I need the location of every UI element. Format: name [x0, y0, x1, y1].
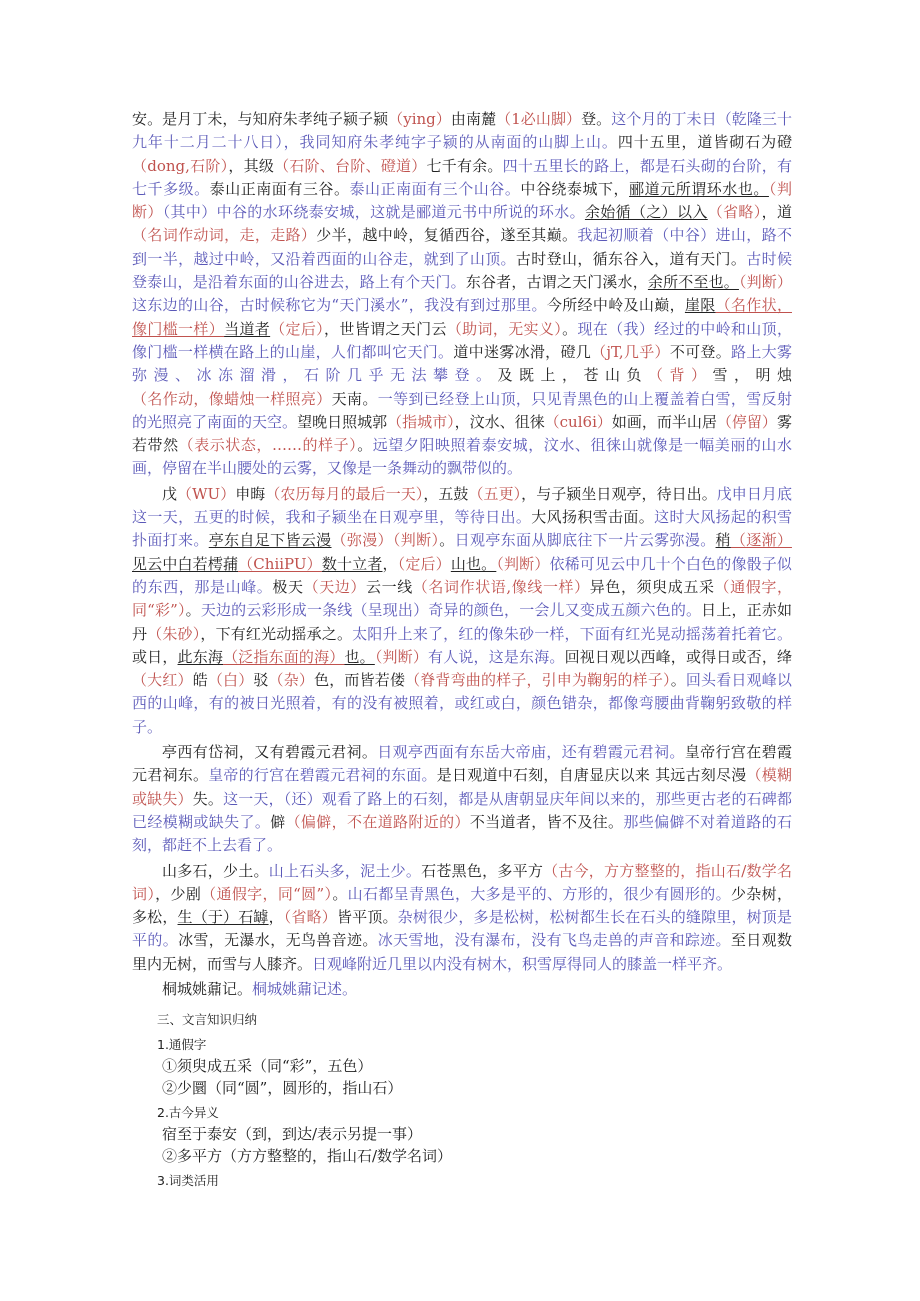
translation-text: 日观亭东面从脚底往下一片云雾弥漫。 — [454, 531, 716, 550]
translation-text: 这时大风扬起的积雪扑面打来。 — [132, 508, 792, 550]
source-text: 皆平顶。 — [336, 908, 398, 927]
source-text: 及既上，苍山负 — [497, 366, 648, 385]
annotation-text: （省略） — [283, 908, 337, 927]
source-text: 皇帝行宫在碧霞元君祠东。 — [132, 743, 792, 785]
source-text: 郦道元所谓环水也。 — [629, 179, 769, 198]
annotation-text: （泛指东面的海） — [223, 647, 345, 666]
translation-text: 那些偏僻不对着道路的石刻，都赶不上去看了。 — [132, 812, 792, 855]
translation-text: 日观峰附近几里以内没有树木，积雪厚得同人的膝盖一样平齐。 — [312, 954, 733, 973]
source-text: 申晦 — [235, 484, 266, 503]
annotation-text: （jT,几乎） — [591, 342, 670, 361]
source-text: 不可登。 — [669, 342, 732, 361]
source-text: 少杂树，多松， — [132, 884, 792, 927]
source-text: ，五鼓 — [423, 484, 469, 503]
source-text: 如画，而半山居 — [611, 412, 717, 431]
annotation-text: （名作状，像门槛一样） — [132, 296, 792, 338]
annotation-text: （杂） — [268, 671, 315, 690]
translation-text: 一等到已经登上山顶，只见青黑色的山上覆盖着白雪，雪反射的光照亮了南面的天空。 — [132, 389, 792, 431]
translation-text: 杂树很少，多是松树，松树都生长在石头的缝隙里，树顶是平的。 — [132, 908, 792, 950]
source-text: 雪，明烛 — [712, 366, 792, 385]
annotation-text: （判断） — [132, 179, 792, 222]
source-text: 日上，正赤如丹 — [132, 601, 792, 643]
source-text: 桐城姚鼐记。 — [162, 979, 253, 998]
annotation-text: （通假字，同“彩”） — [132, 577, 792, 620]
source-text: 戊 — [162, 484, 178, 503]
translation-text: 皇帝的行宫在碧霞元君祠的东面。 — [208, 766, 437, 785]
source-text: 安。是月丁未，与知府朱孝纯子颍子颍 — [132, 110, 389, 128]
source-text: 稍 — [715, 531, 731, 550]
annotation-text: （逐渐） — [730, 531, 792, 550]
translation-text: 这一天，（还）观看了路上的石刻，都是从唐朝显庆年间以来的，那些更古老的石碑都已经模糊或缺失了。 — [132, 789, 792, 831]
document-page — [132, 108, 792, 1191]
translation-text: 冰天雪地，没有瀑布，没有飞鸟走兽的声音和踪迹。 — [377, 931, 731, 950]
annotation-text: （石阶、台阶、磴道） — [274, 156, 427, 175]
source-text: 极天 — [272, 577, 304, 596]
source-text: 不当道者，皆不及往。 — [469, 812, 624, 831]
annotation-text: （判断） — [496, 554, 550, 573]
annotation-text: （农历每月的最后一天） — [265, 484, 424, 503]
translation-text: 回头看日观峰以西的山峰，有的被日光照着，有的没有被照着，或红或白，颜色错杂，都像弯腰曲背鞠躬致敬的样子。 — [132, 671, 792, 736]
annotation-text: （朱砂） — [147, 624, 201, 643]
translation-text: 天边的云彩形成一条线（呈现出）奇异的颜色，一会儿又变成五颜六色的。 — [200, 601, 702, 620]
annotation-text: （名作动，像蜡烛一样照亮） — [132, 389, 332, 408]
annotation-text: （ying） — [388, 110, 451, 128]
source-text: 山多石，少土。 — [162, 861, 269, 880]
list-item: 宿至于泰安（到，到达/表示另提一事） — [162, 1124, 423, 1143]
source-text: ，下有红光动摇承之。 — [200, 624, 353, 643]
translation-text: 山上石头多，泥土少。 — [268, 861, 422, 880]
source-text: ，与子颍坐日观亭，待日出。 — [521, 484, 717, 503]
section-title: 三、文言知识归纳 — [157, 1011, 258, 1027]
source-text: 崖限 — [684, 296, 716, 315]
annotation-text: （五更） — [468, 484, 522, 503]
translation-text: 远望夕阳映照着泰安城，汶水、徂徕山就像是一幅美丽的山水画，停留在半山腰处的云雾，又像是一条舞动的飘带似的。 — [132, 436, 792, 478]
source-text: 雾若带然 — [132, 412, 792, 455]
source-text: 登。 — [581, 110, 612, 128]
annotation-text: （大红） — [132, 671, 193, 690]
source-text: 大风扬积雪击面。 — [531, 508, 655, 527]
translation-text: 戊申日月底这一天，五更的时候，我和子颍坐在日观亭里，等待日出。 — [132, 484, 792, 527]
source-text: ， — [382, 554, 398, 573]
annotation-text: （省略） — [707, 203, 762, 222]
annotation-text: （dong,石阶） — [132, 156, 229, 175]
annotation-text: （判断） — [374, 647, 429, 666]
annotation-text: （名词作状语,像线一样） — [412, 577, 590, 596]
translation-text: 日观亭西面有东岳大帝庙，还有碧霞元君祠。 — [377, 743, 685, 762]
source-text: 。 — [332, 884, 348, 903]
annotation-text: （1必山脚） — [496, 110, 582, 128]
source-text: 生（于）石罅 — [177, 908, 269, 927]
annotation-text: （定后） — [270, 319, 325, 338]
translation-text: 依稀可见云中几十个白色的像骰子似的东西，那是山峰。 — [132, 554, 792, 596]
translation-text: 路上大雾弥漫、冰冻溜滑，石阶几乎无法攀登。 — [132, 342, 792, 385]
paragraph-2 — [132, 483, 792, 739]
translation-text: 泰山正南面有三个山谷。 — [349, 179, 521, 198]
paragraph-4 — [132, 860, 792, 976]
source-text: ，道 — [761, 203, 792, 222]
signature-line — [162, 978, 792, 1001]
source-text: 当道者 — [224, 319, 271, 338]
source-text: 。 — [357, 436, 373, 455]
source-text: 中谷绕泰城下， — [520, 179, 630, 198]
annotation-text: （偏僻，不在道路附近的） — [285, 812, 470, 831]
source-text: 石苍黑色，多平方 — [421, 861, 544, 880]
source-text: 驳 — [253, 671, 269, 690]
source-text: 也。 — [344, 647, 375, 666]
source-text: 四十五里，道皆砌石为磴 — [617, 133, 792, 152]
translation-text: 这东边的山谷，古时候称它为“天门溪水”，我没有到过那里。 — [132, 296, 547, 315]
annotation-text: （古今，方方整整的，指山石/数学名词） — [132, 861, 792, 903]
source-text: ， — [268, 908, 284, 927]
source-text: 亭西有岱祠，又有碧霞元君祠。 — [162, 743, 378, 762]
annotation-text: （停留） — [716, 412, 777, 431]
source-text: ，世皆谓之天门云 — [324, 319, 447, 338]
annotation-text: （助词，无实义） — [446, 319, 563, 338]
source-text: 今所经中岭及山巅， — [546, 296, 685, 315]
annotation-text: （脊背弯曲的样子，引申为鞠躬的样子） — [405, 671, 671, 690]
annotation-text: （模糊或缺失） — [132, 766, 792, 808]
list-item: ②多平方（方方整整的，指山石/数学名词） — [162, 1146, 453, 1165]
annotation-text: （判断） — [738, 273, 792, 292]
source-text: 异色，须臾成五采 — [589, 577, 715, 596]
source-text: 冰雪，无瀑水，无鸟兽音迹。 — [178, 931, 378, 950]
source-text: 泰山正南面有三谷。 — [209, 179, 350, 198]
source-text: 此东海 — [177, 647, 224, 666]
paragraph-3 — [132, 741, 792, 857]
source-text: 见云中白若樗蒱 — [132, 554, 239, 573]
source-text: 余始循（之）以入 — [584, 203, 708, 222]
annotation-text: （名词作动词，走，走路） — [132, 226, 317, 245]
source-text: 。 — [439, 531, 455, 550]
annotation-text: （天边） — [303, 577, 366, 596]
source-text: 色，而皆若偻 — [314, 671, 406, 690]
annotation-text: （背） — [647, 366, 713, 385]
annotation-text: （表示状态，……的样子） — [178, 436, 358, 455]
source-text: 七千有余。 — [426, 156, 503, 175]
source-text: 道中迷雾冰滑，磴几 — [453, 342, 592, 361]
source-text: 余所不至也。 — [647, 273, 739, 292]
source-text: 僻 — [270, 812, 286, 831]
source-text: ，少剧 — [155, 884, 202, 903]
source-text: 失。 — [192, 789, 224, 808]
source-text: 由南麓 — [450, 110, 497, 128]
source-text: 云一线 — [366, 577, 413, 596]
annotation-text: （定后） — [397, 554, 451, 573]
translation-text: 我起初顺着（中谷）进山，路不到一半，越过中岭，又沿着西面的山谷走，就到了山顶。 — [132, 226, 792, 268]
source-text: 至日观数里内无树，而雪与人膝齐。 — [132, 931, 792, 973]
subsection-title-1: 1.通假字 — [157, 1036, 207, 1052]
subsection-title-3: 3.词类活用 — [157, 1172, 219, 1188]
source-text: 或日， — [132, 647, 178, 666]
source-text: 望晚日照城郭 — [297, 412, 388, 431]
annotation-text: （通假字，同“圆”） — [201, 884, 333, 903]
translation-text: 这个月的丁未日（乾隆三十九年十二月二十八日），我同知府朱孝纯字子颍的从南面的山脚上山。 — [132, 110, 792, 152]
annotation-text: （指城市） — [387, 412, 455, 431]
translation-text: 古时候登泰山，是沿着东面的山谷进去，路上有个天门。 — [132, 249, 792, 292]
translation-text: （其中）中谷的水环绕泰安城，这就是郦道元书中所说的环水。 — [162, 203, 585, 222]
translation-text: 山石都呈青黑色，大多是平的、方形的，很少有圆形的。 — [347, 884, 731, 903]
source-text: 东谷者，古谓之天门溪水， — [465, 273, 648, 292]
source-text: 少半，越中岭，复循西谷，遂至其巅。 — [316, 226, 578, 245]
source-text: 山也。 — [450, 554, 497, 573]
source-text: 亭东自足下皆云漫 — [208, 531, 332, 550]
source-text: 天南。 — [331, 389, 378, 408]
list-item: ①须臾成五采（同“彩”，五色） — [162, 1056, 373, 1075]
source-text: 数十立者 — [321, 554, 383, 573]
annotation-text: （弥漫）（判断） — [331, 531, 440, 550]
annotation-text: （cul6i） — [544, 412, 612, 431]
source-text: 是日观道中石刻，自唐显庆以来 其远古刻尽漫 — [436, 766, 747, 785]
annotation-text: （WU） — [177, 484, 236, 503]
source-text: 古时登山，循东谷入，道有天门。 — [515, 249, 747, 268]
source-text: ，其级 — [228, 156, 275, 175]
source-text: 回视日观以西峰，或得日或否，绛 — [564, 647, 792, 666]
source-text: 。 — [185, 601, 201, 620]
annotation-text: （ChiiPU） — [238, 554, 322, 573]
translation-text: 四十五里长的路上，都是石头砌的台阶，有七千多级。 — [132, 156, 792, 198]
source-text: 。 — [562, 319, 578, 338]
translation-text: 太阳升上来了，红的像朱砂一样，下面有红光晃动摇荡着托着它。 — [352, 624, 792, 643]
list-item: ②少圜（同“圆”，圆形的，指山石） — [162, 1078, 403, 1097]
source-text: 。 — [670, 671, 686, 690]
translation-text: 现在（我）经过的中岭和山顶，像门槛一样横在路上的山崖，人们都叫它天门。 — [132, 319, 792, 361]
translation-text: 桐城姚鼐记述。 — [252, 979, 358, 998]
subsection-title-2: 2.古今异义 — [157, 1104, 219, 1120]
source-text: ，汶水、徂徕 — [454, 412, 545, 431]
paragraph-1 — [132, 108, 792, 481]
annotation-text: （白） — [207, 671, 254, 690]
source-text: 皓 — [192, 671, 208, 690]
translation-text: 有人说，这是东海。 — [428, 647, 565, 666]
